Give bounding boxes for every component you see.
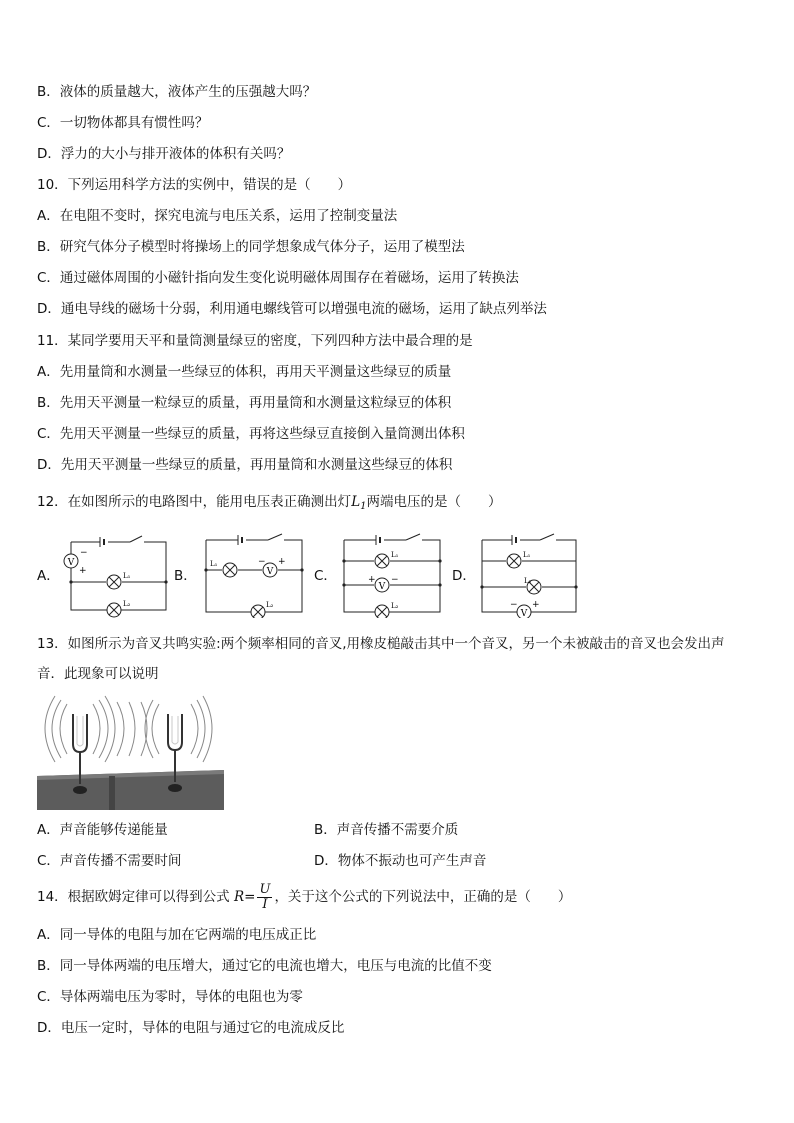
q13-option-d: D．物体不振动也可产生声音: [314, 853, 487, 869]
q14-option-a: A．同一导体的电阻与加在它两端的电压成正比: [37, 927, 317, 943]
q10-option-a: A．在电阻不变时，探究电流与电压关系，运用了控制变量法: [37, 208, 398, 224]
q10-option-c: C．通过磁体周围的小磁针指向发生变化说明磁体周围存在着磁场，运用了转换法: [37, 270, 519, 286]
svg-text:−: −: [80, 548, 88, 558]
circuit-diagram-d: [476, 530, 586, 618]
svg-text:−: −: [510, 600, 518, 610]
q13-option-c: C．声音传播不需要时间: [37, 853, 182, 869]
q10-option-d: D．通电导线的磁场十分弱，利用通电螺线管可以增强电流的磁场，运用了缺点列举法: [37, 301, 547, 317]
svg-text:−: −: [391, 575, 399, 585]
voltmeter-symbol: V: [67, 558, 75, 568]
q11-stem: 11．某同学要用天平和量筒测量绿豆的密度，下列四种方法中最合理的是: [37, 333, 473, 349]
formula-u-over-i: $\frac{U}{I}$: [259, 881, 271, 912]
svg-text:V: V: [378, 582, 386, 592]
q12-stem: 12．在如图所示的电路图中，能用电压表正确测出灯$L_1$两端电压的是（ ）: [37, 494, 502, 512]
q10-stem: 10．下列运用科学方法的实例中，错误的是（ ）: [37, 177, 352, 193]
q9-option-c: C．一切物体都具有惯性吗？: [37, 115, 209, 131]
q13-stem-line1: 13．如图所示为音叉共鸣实验:两个频率相同的音叉,用橡皮槌敲击其中一个音叉，另一个未被敲击的音叉也会发出声: [37, 636, 725, 652]
svg-text:+: +: [79, 566, 87, 576]
svg-text:V: V: [266, 567, 274, 577]
svg-text:−: −: [258, 557, 266, 567]
svg-text:V: V: [520, 609, 528, 618]
q11-option-c: C．先用天平测量一些绿豆的质量，再将这些绿豆直接倒入量筒测出体积: [37, 426, 465, 442]
lamp-symbol-l1: $L_1$: [351, 494, 367, 512]
svg-text:L₂: L₂: [266, 601, 274, 609]
circuit-label-b: B．: [174, 568, 197, 584]
svg-text:L₂: L₂: [391, 602, 399, 610]
q10-option-b: B．研究气体分子模型时将操场上的同学想象成气体分子，运用了模型法: [37, 239, 465, 255]
svg-text:+: +: [368, 575, 376, 585]
svg-text:L₂: L₂: [524, 577, 532, 585]
svg-text:L₁: L₁: [391, 551, 399, 559]
formula-r: R: [233, 889, 245, 905]
q13-option-b: B．声音传播不需要介质: [314, 822, 459, 838]
circuit-diagram-c: [338, 530, 448, 618]
q13-stem-line2: 音．此现象可以说明: [37, 666, 159, 682]
svg-text:+: +: [278, 557, 286, 567]
tuning-fork-resonance-photo: [37, 694, 224, 810]
q14-option-c: C．导体两端电压为零时，导体的电阻也为零: [37, 989, 303, 1005]
circuit-diagram-b: [198, 530, 308, 618]
q14-stem: 14．根据欧姆定律可以得到公式 R= $\frac{U}{I}$ ，关于这个公式的下列说法中，正确的是（ ）: [37, 881, 572, 912]
circuit-label-d: D．: [452, 568, 476, 584]
q11-option-a: A．先用量筒和水测量一些绿豆的体积，再用天平测量这些绿豆的质量: [37, 364, 452, 380]
lamp-l1-label: L₁: [123, 572, 131, 580]
lamp-l2-label: L₂: [123, 600, 131, 608]
q11-option-d: D．先用天平测量一些绿豆的质量，再用量筒和水测量这些绿豆的体积: [37, 457, 453, 473]
q14-option-b: B．同一导体两端的电压增大，通过它的电流也增大，电压与电流的比值不变: [37, 958, 492, 974]
svg-text:+: +: [532, 600, 540, 610]
q9-option-b: B．液体的质量越大，液体产生的压强越大吗？: [37, 84, 317, 100]
q14-option-d: D．电压一定时，导体的电阻与通过它的电流成反比: [37, 1020, 345, 1036]
svg-text:L₁: L₁: [210, 560, 218, 568]
circuit-label-a: A．: [37, 568, 60, 584]
circuit-label-c: C．: [314, 568, 337, 584]
q11-option-b: B．先用天平测量一粒绿豆的质量，再用量筒和水测量这粒绿豆的体积: [37, 395, 452, 411]
q9-option-d: D．浮力的大小与排开液体的体积有关吗？: [37, 146, 291, 162]
q13-option-a: A．声音能够传递能量: [37, 822, 168, 838]
svg-text:L₁: L₁: [523, 551, 531, 559]
circuit-diagram-a: [62, 530, 172, 618]
